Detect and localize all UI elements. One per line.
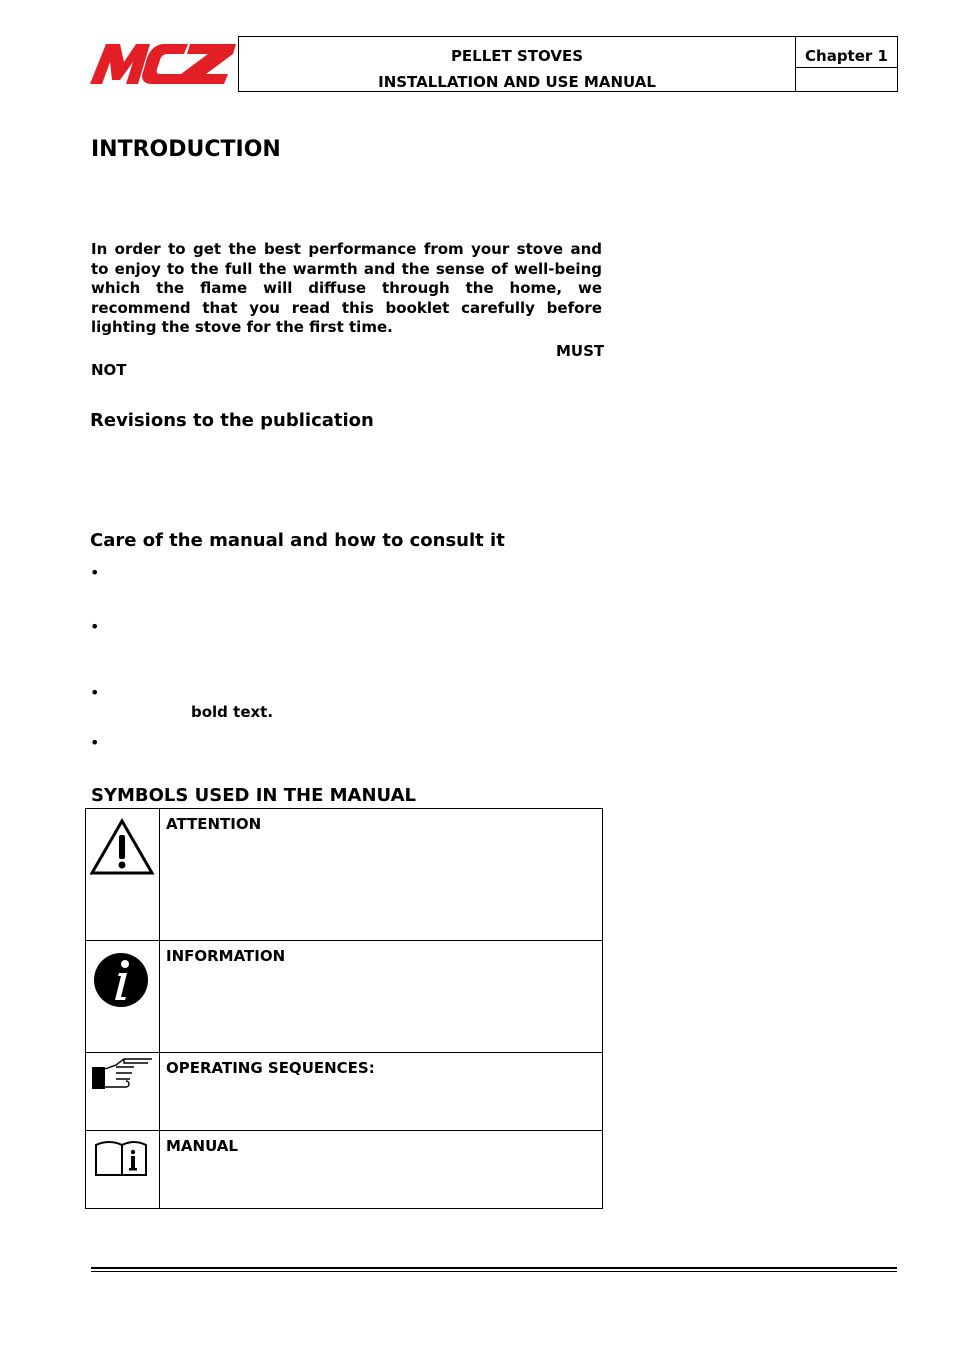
warning-triangle-icon xyxy=(86,809,160,940)
header-chapter-box xyxy=(795,36,898,92)
care-bullet-4: • xyxy=(90,733,100,752)
intro-paragraph: In order to get the best performance from your stove and to enjoy to the full the warmth and the sense of well-being which the flame will diffuse through the home, we recommend that you read this booklet carefully before lighting the stove for the first time. xyxy=(91,240,602,336)
symbol-row-information xyxy=(86,941,602,1053)
symbols-table xyxy=(85,808,603,1209)
symbol-label-manual: MANUAL xyxy=(166,1137,238,1155)
symbol-row-manual xyxy=(86,1131,602,1208)
care-heading: Care of the manual and how to consult it xyxy=(90,530,505,551)
revisions-heading: Revisions to the publication xyxy=(90,410,374,431)
manual-book-icon xyxy=(86,1131,160,1208)
pointing-hand-icon xyxy=(86,1053,160,1130)
symbol-label-information: INFORMATION xyxy=(166,947,286,965)
info-circle-icon xyxy=(86,941,160,1052)
care-bullet-3: • xyxy=(90,683,100,702)
care-bold-text: bold text. xyxy=(191,703,274,721)
symbol-row-attention xyxy=(86,809,602,941)
symbols-heading: SYMBOLS USED IN THE MANUAL xyxy=(91,785,417,806)
header-title-box xyxy=(238,36,796,92)
care-bullet-1: • xyxy=(90,563,100,582)
symbol-row-operating-sequences xyxy=(86,1053,602,1131)
header-title-line1: PELLET STOVES xyxy=(450,47,584,65)
header-title-line2: INSTALLATION AND USE MANUAL xyxy=(378,73,656,91)
mcz-logo xyxy=(90,40,238,88)
footer-rule-thin xyxy=(91,1271,897,1272)
care-bullet-2: • xyxy=(90,617,100,636)
intro-word-not: NOT xyxy=(91,361,127,379)
footer-rule xyxy=(91,1267,897,1269)
intro-heading: INTRODUCTION xyxy=(91,137,281,162)
symbol-label-operating-sequences: OPERATING SEQUENCES: xyxy=(166,1059,375,1077)
chapter-label: Chapter 1 xyxy=(796,37,897,68)
symbol-label-attention: ATTENTION xyxy=(166,815,262,833)
intro-word-must: MUST xyxy=(556,342,605,360)
